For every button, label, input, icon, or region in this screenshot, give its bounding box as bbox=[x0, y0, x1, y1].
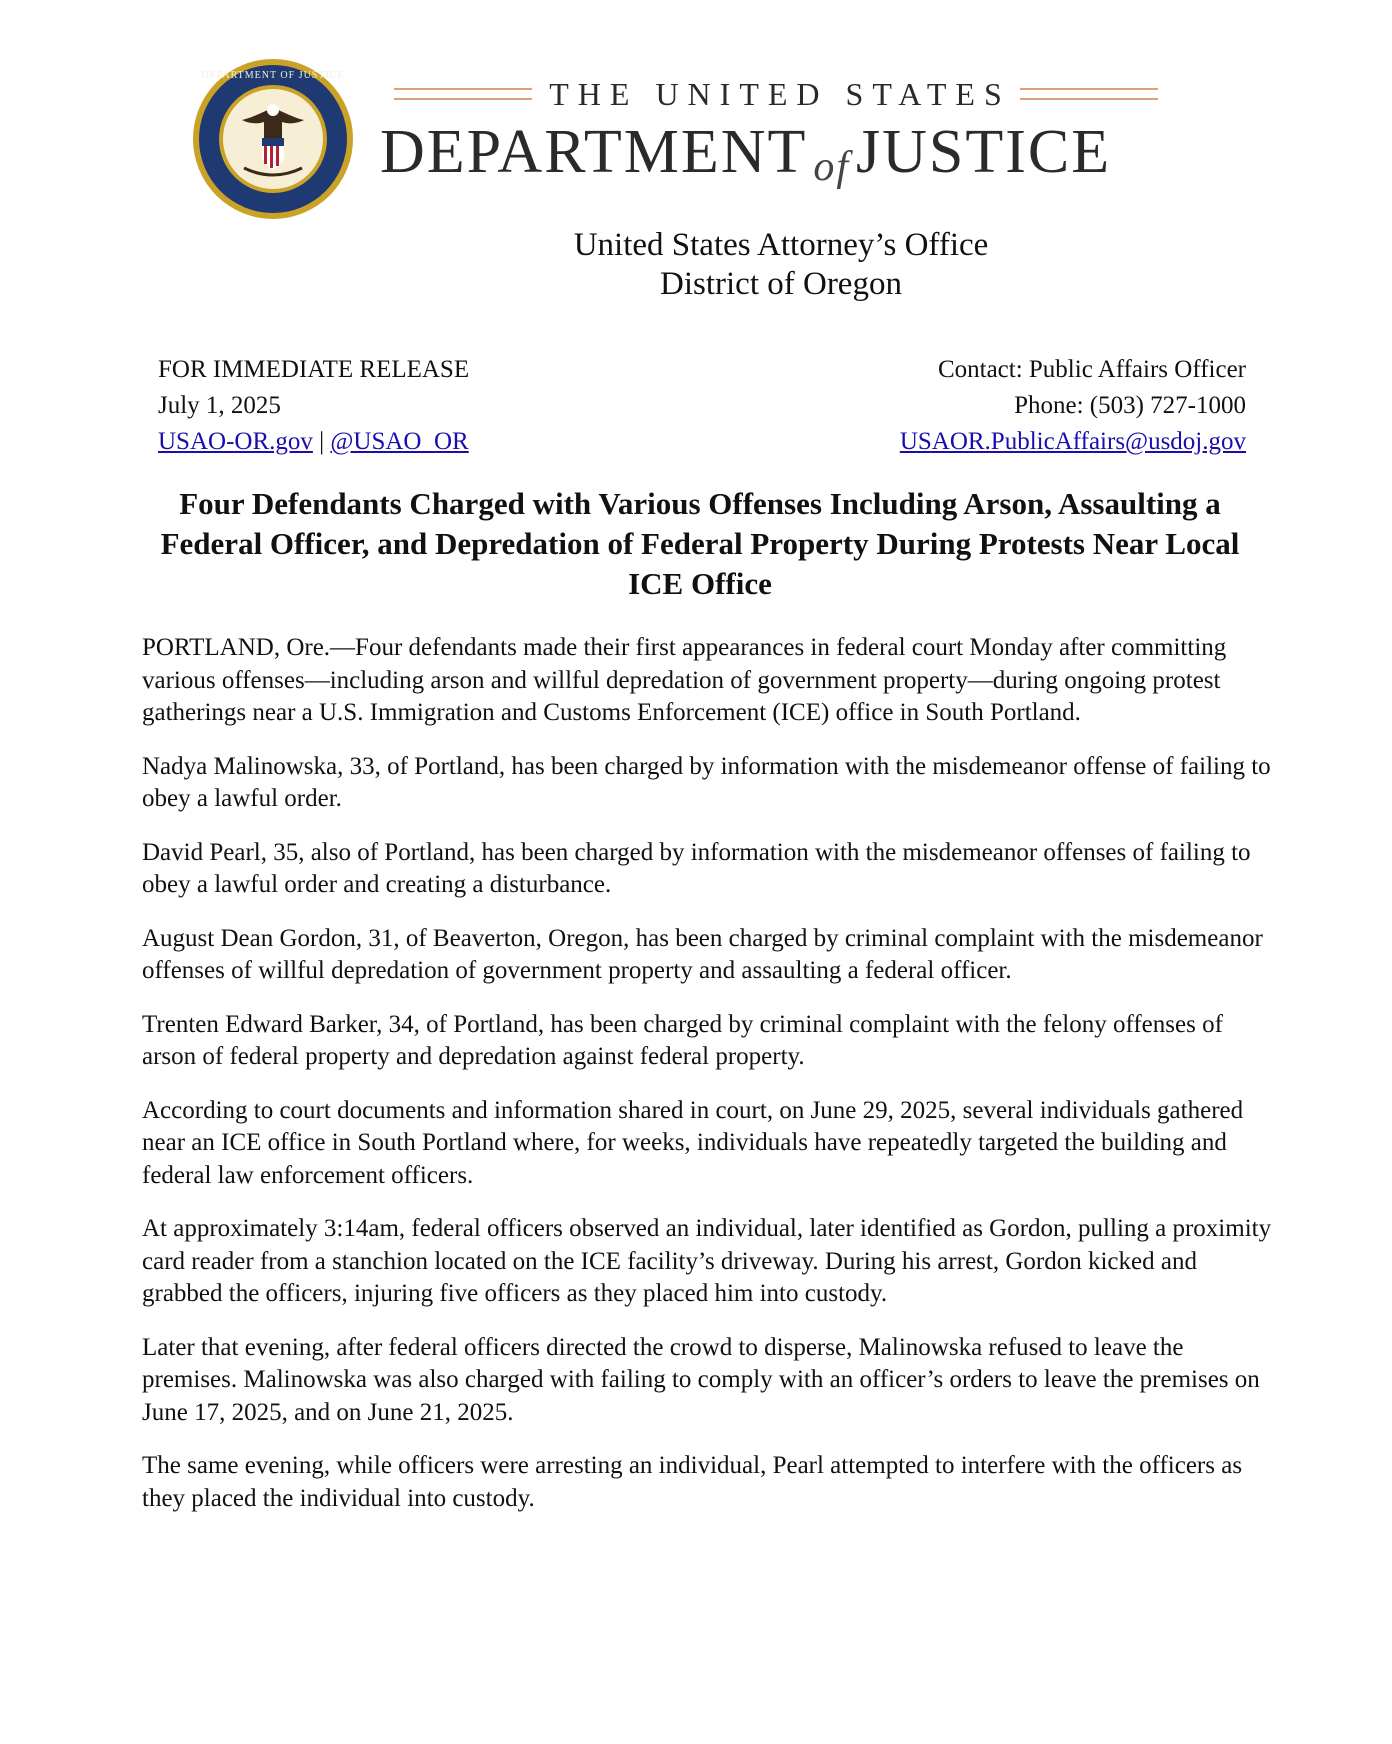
body-paragraph: David Pearl, 35, also of Portland, has been charged by information with the misdemeanor offenses of failing to obey a lawful order and creating a disturbance. bbox=[142, 838, 1251, 898]
release-date: July 1, 2025 bbox=[158, 392, 281, 419]
press-release-headline: Four Defendants Charged with Various Offenses Including Arson, Assaulting a Federal Officer, and Depredation of Federal Property During Protests Near Local ICE Office bbox=[160, 486, 1240, 601]
body-paragraph: At approximately 3:14am, federal officers observed an individual, later identified as Gordon, pulling a proximity card reader from a stanchion located on the ICE facility’s driveway. During his arrest, Gordon kicked and grabbed the officers, injuring five officers as they placed him into custody. bbox=[142, 1215, 1272, 1307]
body-paragraph: August Dean Gordon, 31, of Beaverton, Oregon, has been charged by criminal complaint with the misdemeanor offenses of willful depredation of government property and assaulting a federal officer. bbox=[142, 924, 1263, 984]
social-link[interactable]: @USAO_OR bbox=[330, 428, 469, 455]
wordmark-rule-right bbox=[1020, 88, 1158, 100]
press-release-body bbox=[142, 632, 1272, 1536]
seal-text: DEPARTMENT OF JUSTICE bbox=[201, 70, 345, 81]
wordmark-of: of bbox=[813, 144, 851, 190]
doj-wordmark bbox=[380, 74, 1180, 195]
office-name: United States Attorney’s Office bbox=[573, 227, 989, 263]
wordmark-rule-left bbox=[394, 88, 532, 100]
release-info bbox=[158, 352, 469, 460]
body-paragraph: PORTLAND, Ore.—Four defendants made their first appearances in federal court Monday after committing various offenses—including arson and willful depredation of government property—during ongoing protest gatherings near a U.S. Immigration and Customs Enforcement (ICE) office in South Portland. bbox=[142, 634, 1227, 726]
contact-label: Contact: Public Affairs Officer bbox=[937, 356, 1246, 383]
contact-email-link[interactable]: USAOR.PublicAffairs@usdoj.gov bbox=[899, 428, 1246, 455]
body-paragraph: Later that evening, after federal officers directed the crowd to disperse, Malinowska refused to leave the premises. Malinowska was also charged with failing to comply with an officer’s orders to leave the premises on June 17, 2025, and on June 21, 2025. bbox=[142, 1333, 1260, 1426]
body-paragraph: The same evening, while officers were arresting an individual, Pearl attempted to interfere with the officers as they placed the individual into custody. bbox=[142, 1452, 1243, 1512]
office-heading bbox=[0, 226, 1392, 304]
wordmark-justice: JUSTICE bbox=[856, 118, 1112, 186]
contact-info bbox=[900, 352, 1246, 460]
link-separator: | bbox=[319, 428, 325, 455]
release-label: FOR IMMEDIATE RELEASE bbox=[158, 356, 470, 383]
wordmark-top-line: THE UNITED STATES bbox=[549, 76, 1011, 112]
contact-phone: Phone: (503) 727-1000 bbox=[1014, 392, 1246, 419]
body-paragraph: Trenten Edward Barker, 34, of Portland, has been charged by criminal complaint with the felony offenses of arson of federal property and depredation against federal property. bbox=[142, 1010, 1223, 1070]
wordmark-department: DEPARTMENT bbox=[380, 118, 808, 186]
website-link[interactable]: USAO-OR.gov bbox=[158, 428, 313, 455]
doj-seal-logo bbox=[192, 58, 354, 220]
body-paragraph: Nadya Malinowska, 33, of Portland, has been charged by information with the misdemeanor offense of failing to obey a lawful order. bbox=[142, 752, 1271, 812]
office-district: District of Oregon bbox=[660, 266, 902, 302]
body-paragraph: According to court documents and information shared in court, on June 29, 2025, several individuals gathered near an ICE office in South Portland where, for weeks, individuals have repeatedly targeted the building and federal law enforcement officers. bbox=[142, 1096, 1244, 1189]
